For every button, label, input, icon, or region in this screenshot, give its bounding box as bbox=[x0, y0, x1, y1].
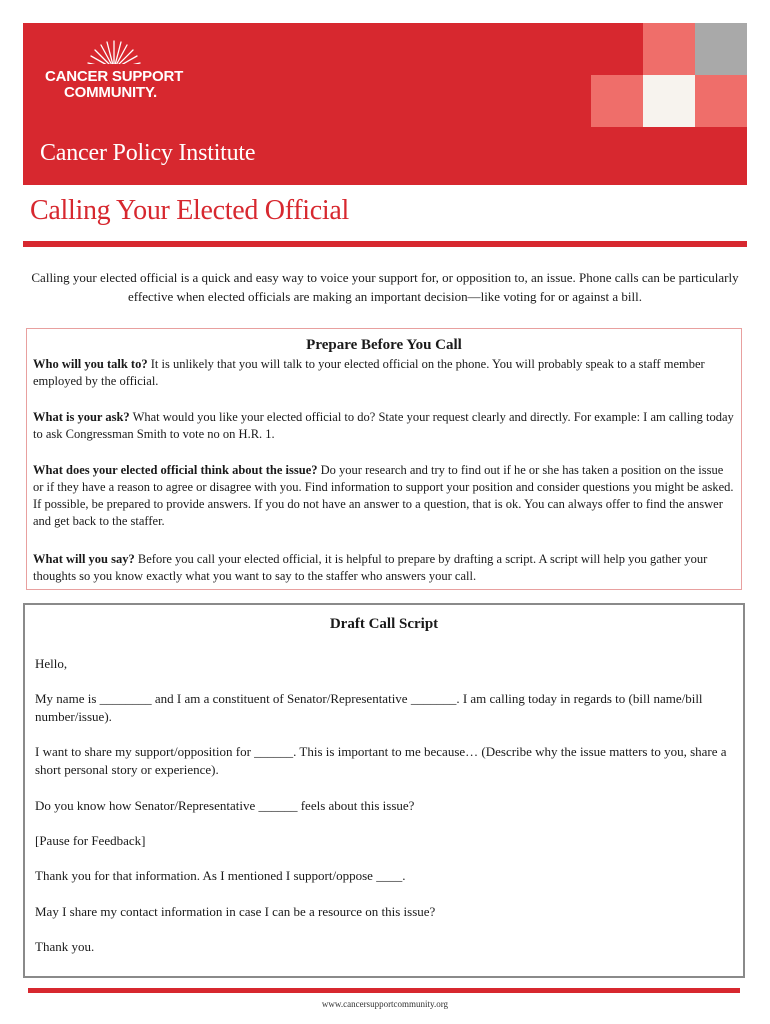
prepare-heading: Prepare Before You Call bbox=[306, 337, 462, 353]
logo-wordmark bbox=[45, 69, 183, 101]
prepare-item bbox=[33, 462, 735, 530]
decor-square bbox=[591, 75, 643, 127]
script-line: [Pause for Feedback] bbox=[35, 833, 146, 848]
decor-square bbox=[643, 75, 695, 127]
footer-url: www.cancersupportcommunity.org bbox=[321, 999, 449, 1009]
prepare-item bbox=[33, 551, 735, 585]
script-line: Do you know how Senator/Representative ______ feels about this issue? bbox=[35, 798, 415, 813]
prepare-question: What does your elected official think about the issue? bbox=[33, 463, 318, 477]
logo-line1: CANCER SUPPORT bbox=[45, 68, 184, 85]
prepare-item bbox=[33, 356, 735, 390]
prepare-answer: Before you call your elected official, it is helpful to prepare by drafting a script. A script will help you gather your thoughts so you know exactly what you want to say to the staffer who answers your call. bbox=[33, 552, 708, 583]
decor-square bbox=[695, 23, 747, 75]
intro-paragraph: Calling your elected official is a quick and easy way to voice your support for, or opposition to, an issue. Phone calls can be particularly effective when elected officials are making an important decision—like voting for or against a bill. bbox=[31, 270, 739, 304]
prepare-question: What will you say? bbox=[33, 552, 135, 566]
script-line: Hello, bbox=[35, 656, 68, 671]
institute-name: Cancer Policy Institute bbox=[40, 140, 256, 166]
prepare-item bbox=[33, 409, 735, 443]
decor-square bbox=[643, 23, 695, 75]
prepare-box bbox=[26, 328, 742, 590]
footer-divider bbox=[28, 988, 740, 993]
header-banner bbox=[23, 23, 747, 185]
script-heading: Draft Call Script bbox=[329, 616, 439, 632]
prepare-answer: Do your research and try to find out if he or she has taken a position on the issue or if they have a reason to agree or disagree with you. Find information to support your position and consider questions you might be asked. If possible, be prepared to provide answers. If you do not have an answer to a question, that is ok. You can always offer to find the answer and get back to the staffer. bbox=[33, 463, 734, 528]
prepare-answer: What would you like your elected official to do? State your request clearly and directly. For example: I am calling today to ask Congressman Smith to vote no on H.R. 1. bbox=[33, 410, 734, 441]
prepare-question: Who will you talk to? bbox=[33, 357, 148, 371]
page-title: Calling Your Elected Official bbox=[30, 195, 349, 226]
decor-square bbox=[695, 75, 747, 127]
script-line: May I share my contact information in case I can be a resource on this issue? bbox=[35, 904, 436, 919]
prepare-answer: It is unlikely that you will talk to your elected official on the phone. You will probably speak to a staff member employed by the official. bbox=[33, 357, 705, 388]
script-line: I want to share my support/opposition for ______. This is important to me because… (Describe why the issue matters to you, share a short personal story or experience). bbox=[35, 744, 727, 777]
call-script-box bbox=[23, 603, 745, 978]
script-line: Thank you for that information. As I mentioned I support/oppose ____. bbox=[35, 868, 406, 883]
logo-line2: COMMUNITY. bbox=[64, 84, 157, 101]
script-line: Thank you. bbox=[35, 939, 95, 954]
title-divider bbox=[23, 241, 747, 247]
script-line: My name is ________ and I am a constituent of Senator/Representative _______. I am calling today in regards to (bill name/bill number/issue). bbox=[35, 691, 703, 724]
prepare-question: What is your ask? bbox=[33, 410, 130, 424]
